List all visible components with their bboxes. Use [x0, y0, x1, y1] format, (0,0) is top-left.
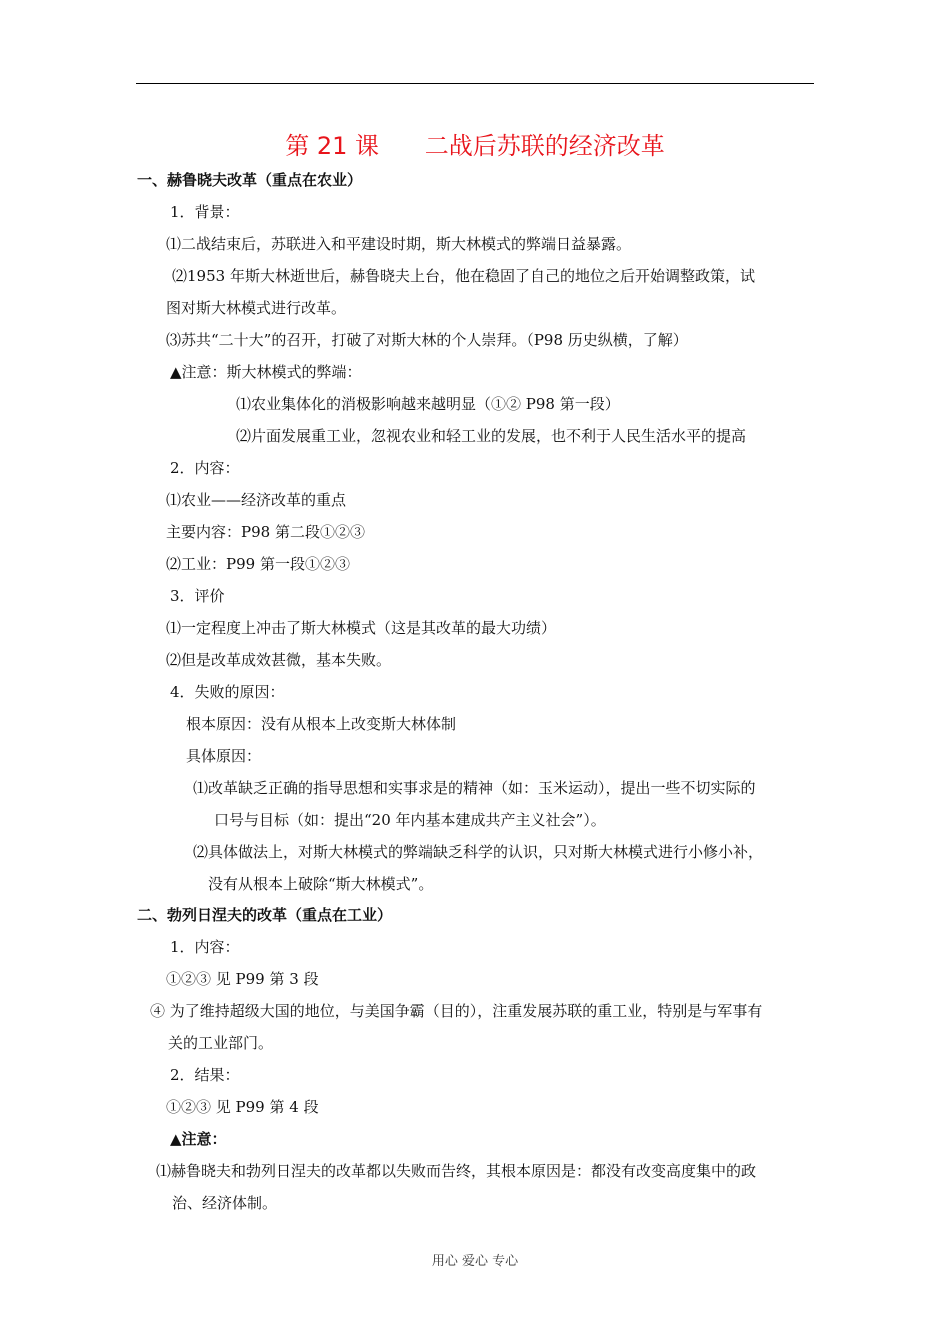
paragraph: ⑶苏共“二十大”的召开，打破了对斯大林的个人崇拜。（P98 历史纵横，了解） — [166, 331, 688, 349]
paragraph: 4．失败的原因： — [170, 683, 285, 701]
paragraph: 具体原因： — [186, 747, 262, 765]
paragraph: 主要内容：P98 第二段①②③ — [166, 523, 365, 541]
paragraph: ⑴改革缺乏正确的指导思想和实事求是的精神（如：玉米运动），提出一些不切实际的 — [193, 779, 756, 797]
paragraph: ⑴二战结束后，苏联进入和平建设时期，斯大林模式的弊端日益暴露。 — [166, 235, 632, 253]
paragraph: ⑵具体做法上，对斯大林模式的弊端缺乏科学的认识，只对斯大林模式进行小修小补， — [193, 843, 764, 861]
paragraph: ⑵片面发展重工业，忽视农业和轻工业的发展，也不利于人民生活水平的提高 — [236, 427, 747, 445]
paragraph: 没有从根本上破除“斯大林模式”。 — [208, 875, 434, 893]
paragraph: 治、经济体制。 — [172, 1194, 278, 1212]
page-title: 第 21 课 二战后苏联的经济改革 — [285, 132, 665, 160]
paragraph: 2．结果： — [170, 1066, 240, 1084]
paragraph: ⑴一定程度上冲击了斯大林模式（这是其改革的最大功绩） — [166, 619, 557, 637]
header-rule — [136, 83, 814, 84]
section-heading-1: 一、赫鲁晓夫改革（重点在农业） — [137, 171, 363, 189]
paragraph: ①②③ 见 P99 第 3 段 — [166, 970, 319, 988]
paragraph: ⑴农业集体化的消极影响越来越明显（①② P98 第一段） — [236, 395, 620, 413]
paragraph: 图对斯大林模式进行改革。 — [166, 299, 347, 317]
section-heading-2: 二、勃列日涅夫的改革（重点在工业） — [137, 906, 393, 924]
paragraph: 2．内容： — [170, 459, 240, 477]
paragraph: ①②③ 见 P99 第 4 段 — [166, 1098, 319, 1116]
note-heading: ▲注意： — [170, 1130, 227, 1148]
page-footer: 用心 爱心 专心 — [431, 1254, 519, 1269]
paragraph: 根本原因：没有从根本上改变斯大林体制 — [186, 715, 457, 733]
paragraph: ⑵但是改革成效甚微，基本失败。 — [166, 651, 392, 669]
paragraph: 关的工业部门。 — [168, 1034, 274, 1052]
note-heading: ▲注意：斯大林模式的弊端： — [170, 363, 362, 381]
paragraph: 1．背景： — [170, 203, 240, 221]
paragraph: ④ 为了维持超级大国的地位，与美国争霸（目的），注重发展苏联的重工业，特别是与军事有 — [150, 1002, 763, 1020]
paragraph: 口号与目标（如：提出“20 年内基本建成共产主义社会”）。 — [214, 811, 606, 829]
paragraph: ⑵1953 年斯大林逝世后，赫鲁晓夫上台，他在稳固了自己的地位之后开始调整政策，试 — [172, 267, 755, 285]
paragraph: ⑴赫鲁晓夫和勃列日涅夫的改革都以失败而告终，其根本原因是：都没有改变高度集中的政 — [156, 1162, 757, 1180]
paragraph: ⑵工业：P99 第一段①②③ — [166, 555, 350, 573]
paragraph: 3．评价 — [170, 587, 225, 605]
paragraph: ⑴农业——经济改革的重点 — [166, 491, 347, 509]
paragraph: 1．内容： — [170, 938, 240, 956]
